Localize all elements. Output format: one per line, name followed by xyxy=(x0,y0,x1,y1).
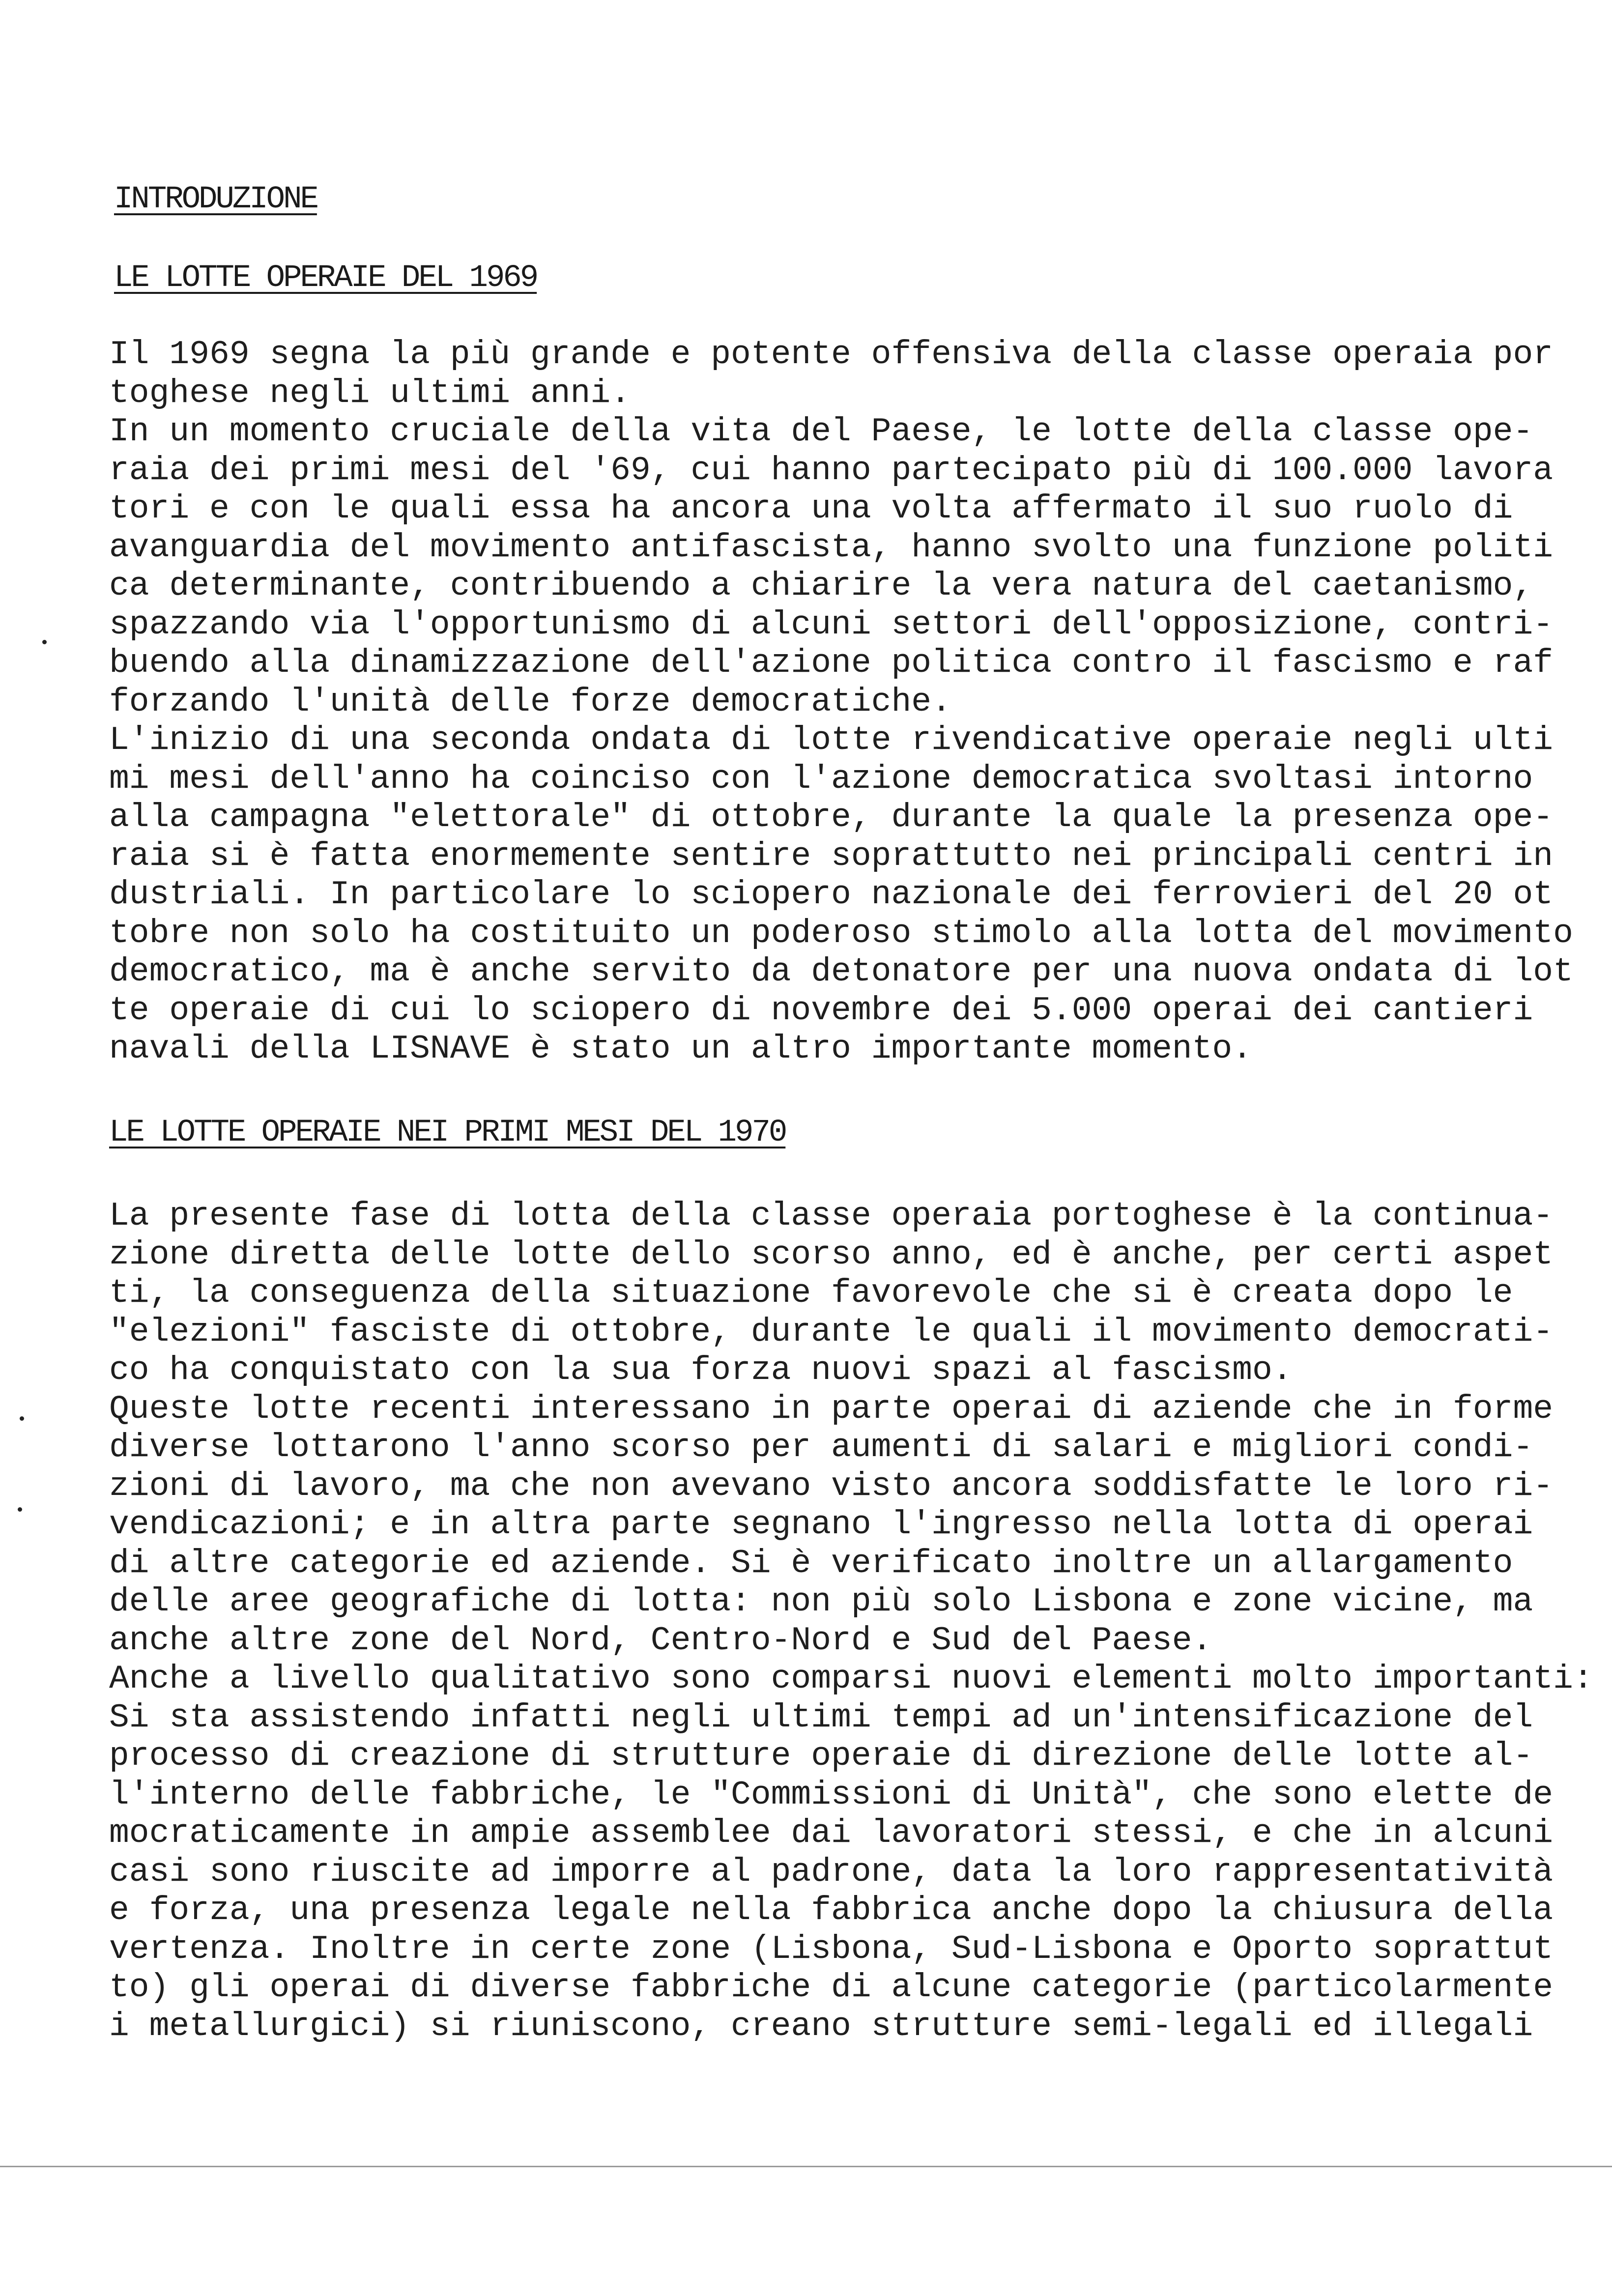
margin-mark xyxy=(42,640,47,644)
text-line: processo di creazione di strutture operaie di direzione delle lotte al- xyxy=(109,1737,1533,1775)
text-line: Anche a livello qualitativo sono comparsi nuovi elementi molto importanti: xyxy=(109,1660,1593,1698)
text-line: alla campagna "elettorale" di ottobre, durante la quale la presenza ope- xyxy=(109,799,1554,836)
section1-heading: LE LOTTE OPERAIE DEL 1969 xyxy=(114,260,537,296)
text-line: zione diretta delle lotte dello scorso anno, ed è anche, per certi aspet xyxy=(109,1235,1554,1274)
text-line: Si sta assistendo infatti negli ultimi tempi ad un'intensificazione del xyxy=(109,1698,1533,1737)
text-line: ca determinante, contribuendo a chiarire la vera natura del caetanismo, xyxy=(109,567,1533,605)
text-line: In un momento cruciale della vita del Paese, le lotte della classe ope- xyxy=(109,413,1533,451)
text-line: to) gli operai di diverse fabbriche di alcune categorie (particolarmente xyxy=(109,1969,1554,2007)
text-line: mi mesi dell'anno ha coinciso con l'azione democratica svoltasi intorno xyxy=(109,760,1533,798)
text-line: Il 1969 segna la più grande e potente offensiva della classe operaia por xyxy=(109,336,1554,373)
text-line: dustriali. In particolare lo sciopero nazionale dei ferrovieri del 20 ot xyxy=(109,876,1554,914)
text-line: avanguardia del movimento antifascista, hanno svolto una funzione politi xyxy=(109,528,1554,567)
page-edge-rule xyxy=(0,2166,1612,2167)
text-line: forzando l'unità delle forze democratiche. xyxy=(109,683,951,721)
text-line: diverse lottarono l'anno scorso per aumenti di salari e migliori condi- xyxy=(109,1429,1533,1466)
text-line: l'interno delle fabbriche, le "Commissioni di Unità", che sono elette de xyxy=(109,1776,1554,1814)
text-line: vendicazioni; e in altra parte segnano l'ingresso nella lotta di operai xyxy=(109,1506,1533,1544)
text-line: buendo alla dinamizzazione dell'azione politica contro il fascismo e raf xyxy=(109,644,1554,682)
text-line: e forza, una presenza legale nella fabbrica anche dopo la chiusura della xyxy=(109,1892,1554,1929)
section1-body xyxy=(109,336,1583,1069)
text-line: Queste lotte recenti interessano in parte operai di aziende che in forme xyxy=(109,1390,1554,1428)
text-line: delle aree geografiche di lotta: non più solo Lisbona e zone vicine, ma xyxy=(109,1583,1533,1621)
section2-heading: LE LOTTE OPERAIE NEI PRIMI MESI DEL 1970 xyxy=(109,1115,786,1150)
text-line: navali della LISNAVE è stato un altro importante momento. xyxy=(109,1030,1252,1068)
text-line: L'inizio di una seconda ondata di lotte rivendicative operaie negli ulti xyxy=(109,721,1554,759)
text-line: zioni di lavoro, ma che non avevano visto ancora soddisfatte le loro ri- xyxy=(109,1467,1554,1505)
text-line: ti, la conseguenza della situazione favorevole che si è creata dopo le xyxy=(109,1274,1513,1312)
text-line: di altre categorie ed aziende. Si è verificato inoltre un allargamento xyxy=(109,1544,1513,1582)
margin-mark xyxy=(20,1416,24,1421)
text-line: democratico, ma è anche servito da detonatore per una nuova ondata di lot xyxy=(109,953,1573,991)
margin-mark xyxy=(18,1507,22,1512)
text-line: mocraticamente in ampie assemblee dai lavoratori stessi, e che in alcuni xyxy=(109,1814,1554,1852)
text-line: tobre non solo ha costituito un poderoso stimolo alla lotta del movimento xyxy=(109,914,1573,952)
text-line: tori e con le quali essa ha ancora una volta affermato il suo ruolo di xyxy=(109,490,1513,528)
heading-introduzione: INTRODUZIONE xyxy=(114,182,317,217)
text-line: i metallurgici) si riuniscono, creano strutture semi-legali ed illegali xyxy=(109,2007,1533,2045)
text-line: raia dei primi mesi del '69, cui hanno partecipato più di 100.000 lavora xyxy=(109,451,1554,489)
text-line: casi sono riuscite ad imporre al padrone, data la loro rappresentatività xyxy=(109,1853,1554,1891)
text-line: raia si è fatta enormemente sentire soprattutto nei principali centri in xyxy=(109,837,1554,875)
text-line: La presente fase di lotta della classe operaia portoghese è la continua- xyxy=(109,1197,1554,1235)
text-line: te operaie di cui lo sciopero di novembre dei 5.000 operai dei cantieri xyxy=(109,991,1533,1030)
text-line: spazzando via l'opportunismo di alcuni settori dell'opposizione, contri- xyxy=(109,605,1554,644)
text-line: toghese negli ultimi anni. xyxy=(109,374,631,412)
text-line: co ha conquistato con la sua forza nuovi spazi al fascismo. xyxy=(109,1351,1293,1389)
text-line: anche altre zone del Nord, Centro-Nord e Sud del Paese. xyxy=(109,1621,1212,1660)
text-line: "elezioni" fasciste di ottobre, durante le quali il movimento democrati- xyxy=(109,1313,1554,1351)
text-line: vertenza. Inoltre in certe zone (Lisbona, Sud-Lisbona e Oporto soprattut xyxy=(109,1930,1554,1968)
section2-body xyxy=(109,1197,1593,2046)
